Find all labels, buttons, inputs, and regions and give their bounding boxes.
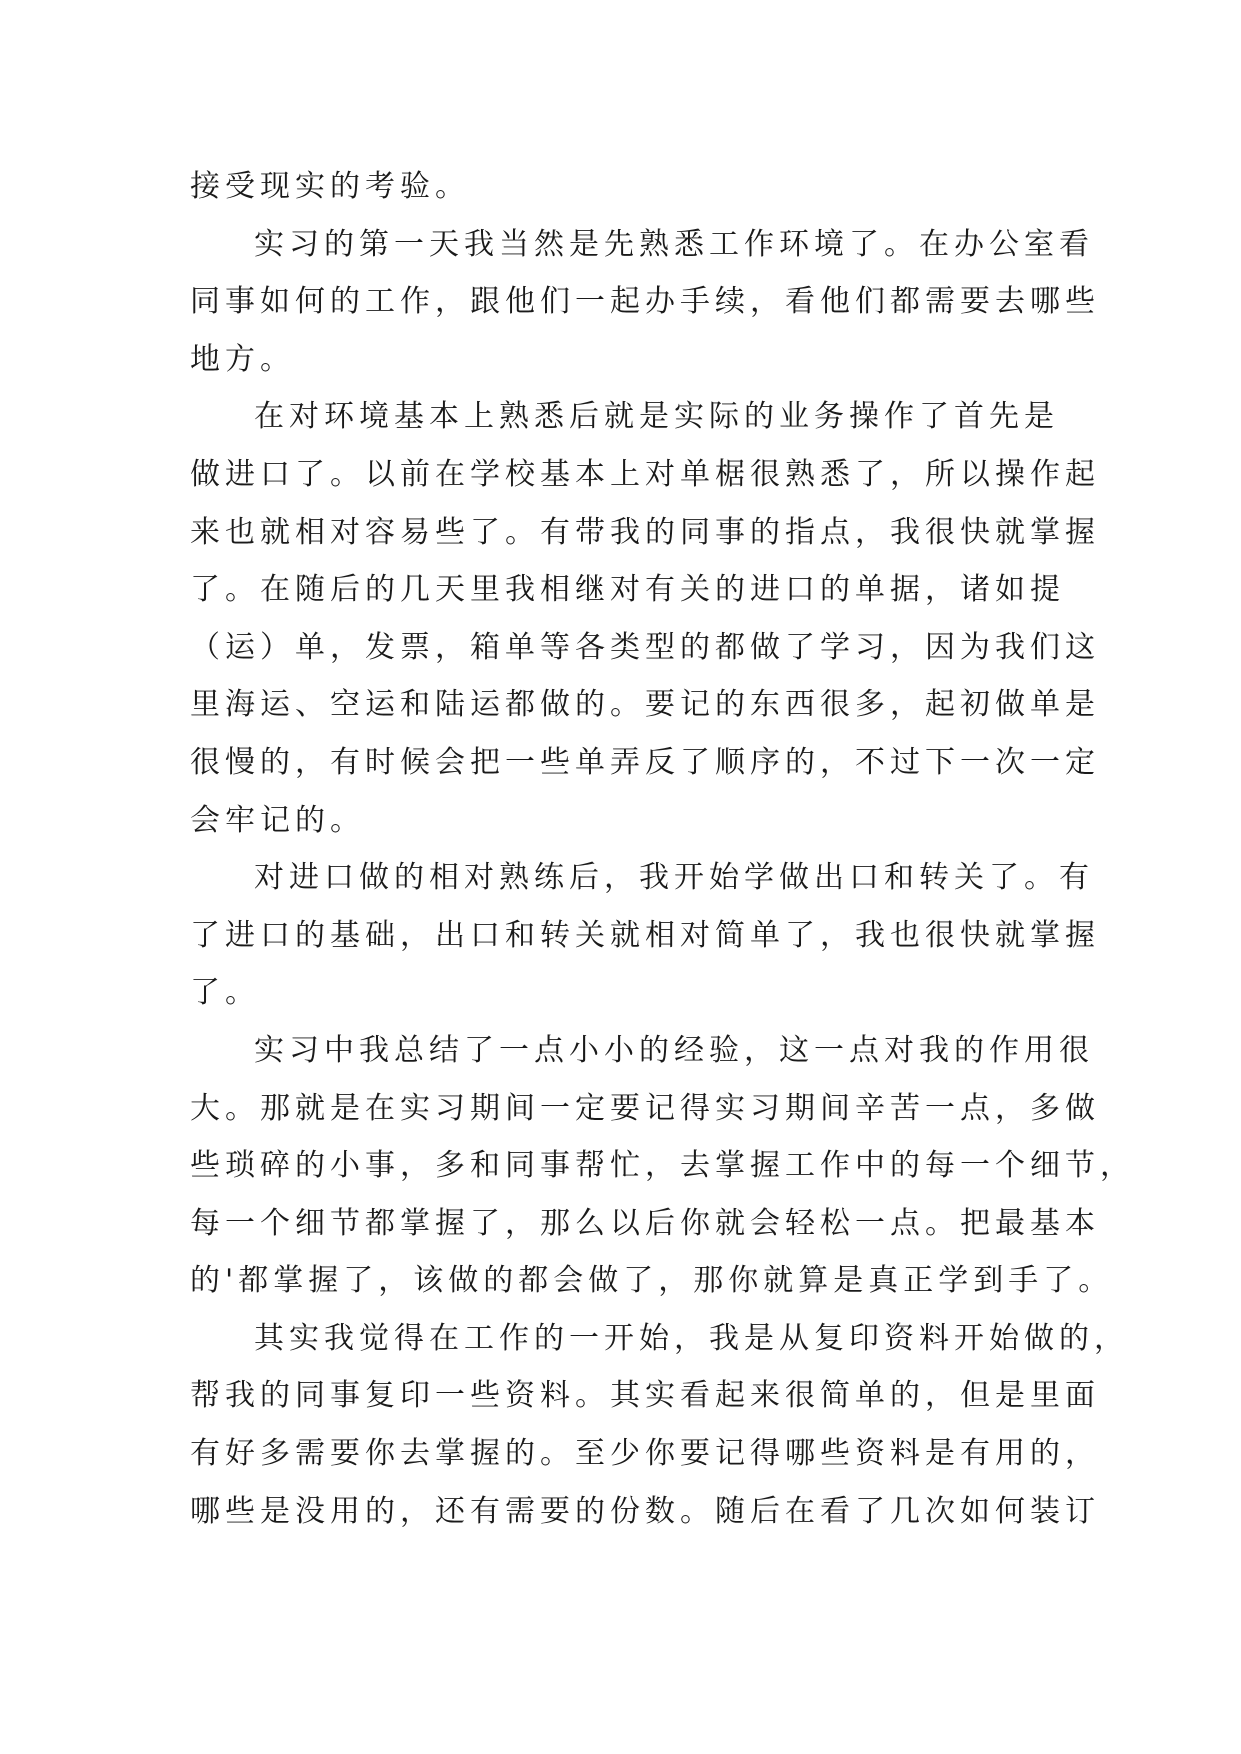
text-line: 会牢记的。 [190,802,365,838]
text-line: （运）单，发票，箱单等各类型的都做了学习，因为我们这 [190,629,1100,665]
text-line: 实习的第一天我当然是先熟悉工作环境了。在办公室看 [254,226,1094,262]
text-line: 些琐碎的小事，多和同事帮忙，去掌握工作中的每一个细节， [190,1148,1135,1184]
text-line: 其实我觉得在工作的一开始，我是从复印资料开始做的， [254,1320,1129,1356]
text-line: 地方。 [190,341,295,377]
text-line: 很慢的，有时候会把一些单弄反了顺序的，不过下一次一定 [190,744,1100,780]
text-line: 有好多需要你去掌握的。至少你要记得哪些资料是有用的， [190,1436,1100,1472]
text-line: 在对环境基本上熟悉后就是实际的业务操作了首先是 [254,399,1059,435]
text-line: 来也就相对容易些了。有带我的同事的指点，我很快就掌握 [190,514,1100,550]
text-line: 了。在随后的几天里我相继对有关的进口的单据，诸如提 [190,572,1065,608]
text-line: 做进口了。以前在学校基本上对单椐很熟悉了，所以操作起 [190,456,1100,492]
text-line: 接受现实的考验。 [190,169,470,204]
text-line: 同事如何的工作，跟他们一起办手续，看他们都需要去哪些 [190,284,1100,320]
text-line: 里海运、空运和陆运都做的。要记的东西很多，起初做单是 [190,687,1100,723]
text-line: 了。 [190,975,260,1011]
text-line: 实习中我总结了一点小小的经验，这一点对我的作用很 [254,1032,1094,1068]
text-line: 帮我的同事复印一些资料。其实看起来很简单的，但是里面 [190,1378,1100,1414]
text-line: 了进口的基础，出口和转关就相对简单了，我也很快就掌握 [190,917,1100,953]
text-line: 每一个细节都掌握了，那么以后你就会轻松一点。把最基本 [190,1205,1100,1241]
text-line: 对进口做的相对熟练后，我开始学做出口和转关了。有 [254,860,1094,896]
text-line: 大。那就是在实习期间一定要记得实习期间辛苦一点，多做 [190,1090,1100,1126]
text-line: 的'都掌握了，该做的都会做了，那你就算是真正学到手了。 [190,1263,1114,1299]
text-line: 哪些是没用的，还有需要的份数。随后在看了几次如何装订 [190,1493,1100,1529]
body-text [190,158,1135,1540]
